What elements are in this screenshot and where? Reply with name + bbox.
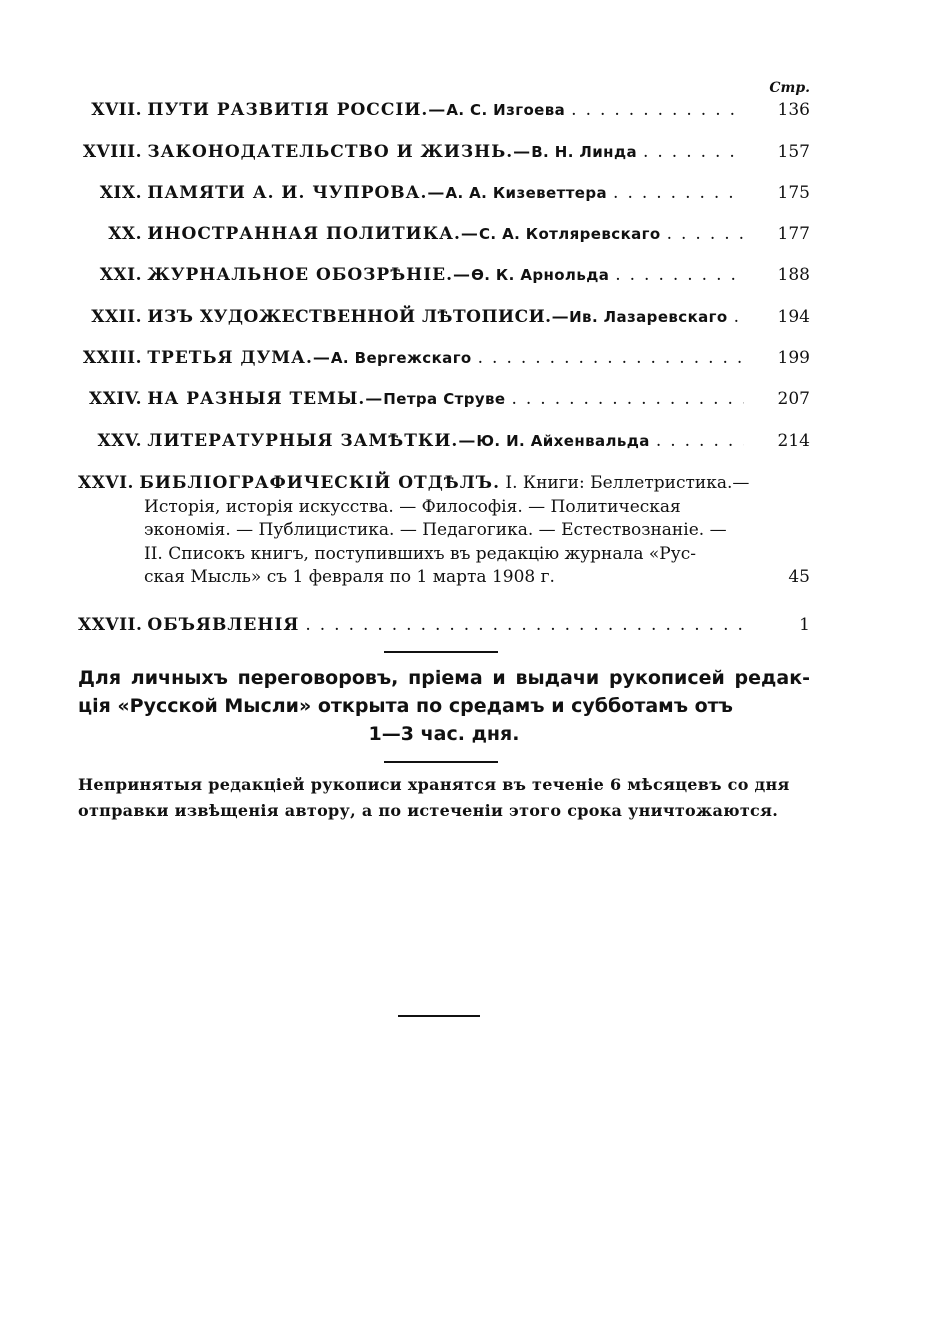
biblio-line-5: ская Мысль» съ 1 февраля по 1 марта 1908 г. bbox=[144, 567, 555, 587]
toc-entry-xxv bbox=[78, 428, 810, 454]
entry-author: Ив. Лазаревскаго bbox=[569, 308, 728, 326]
leader-dots bbox=[299, 612, 744, 638]
toc-entry-xxiii bbox=[78, 345, 810, 371]
biblio-line-2: Исторія, исторія искусства. — Философія. — Политическая bbox=[144, 496, 681, 517]
entry-page: 188 bbox=[777, 265, 810, 285]
toc-entry-xxii bbox=[78, 304, 810, 330]
entry-page: 45 bbox=[788, 567, 810, 587]
entry-author: А. С. Изгоева bbox=[446, 101, 566, 119]
biblio-line-3: экономія. — Публицистика. — Педагогика. — Естествознаніе. — bbox=[144, 520, 727, 540]
entry-author: А. А. Кизеветтера bbox=[445, 184, 608, 202]
leader-dots bbox=[637, 139, 744, 165]
leader-dots bbox=[728, 304, 744, 330]
end-rule bbox=[398, 1015, 480, 1017]
toc-entry-xxi bbox=[78, 262, 810, 288]
entry-page: 194 bbox=[777, 307, 810, 327]
toc-entry-xvii bbox=[78, 97, 810, 123]
entry-title: БИБЛІОГРАФИЧЕСКІЙ ОТДѢЛЪ. bbox=[139, 473, 500, 493]
leader-dots bbox=[650, 428, 744, 454]
leader-dots bbox=[609, 262, 744, 288]
manuscripts-footnote: Непринятыя редакціей рукописи хранятся въ теченіе 6 мѣсяцевъ со дня отправки извѣщенія автору, а по истеченіи этого срока уничтожаются. bbox=[78, 775, 790, 820]
biblio-line-4: II. Списокъ книгъ, поступившихъ въ редакцію журнала «Рус- bbox=[144, 543, 696, 564]
entry-author: С. А. Котляревскаго bbox=[478, 225, 661, 243]
entry-page: 214 bbox=[777, 431, 810, 451]
toc-entry-xix bbox=[78, 180, 810, 206]
entry-title: ИЗЪ ХУДОЖЕСТВЕННОЙ ЛѢТОПИСИ.— bbox=[147, 307, 570, 327]
entry-number: XXIII. bbox=[82, 348, 142, 368]
entry-number: XXVI. bbox=[78, 473, 134, 493]
entry-title: ОБЪЯВЛЕНІЯ bbox=[147, 615, 300, 635]
entry-page: 136 bbox=[777, 100, 810, 120]
entry-title: ТРЕТЬЯ ДУМА.— bbox=[147, 348, 331, 368]
entry-number: XVIII. bbox=[82, 142, 142, 162]
entry-title: ЛИТЕРАТУРНЫЯ ЗАМѢТКИ.— bbox=[147, 431, 477, 451]
entry-number: XXII. bbox=[91, 307, 142, 327]
entry-author: Ѳ. К. Арнольда bbox=[471, 266, 610, 284]
toc-entry-xx bbox=[78, 221, 810, 247]
entry-number: XXVII. bbox=[78, 615, 143, 635]
entry-author: Ю. И. Айхенвальда bbox=[476, 432, 650, 450]
entry-title: ПУТИ РАЗВИТІЯ РОССІИ.— bbox=[147, 100, 447, 120]
toc-entry-xviii bbox=[78, 139, 810, 165]
entry-number: XIX. bbox=[99, 183, 142, 203]
entry-number: XXIV. bbox=[89, 389, 142, 409]
entry-page: 157 bbox=[777, 142, 810, 162]
toc-entry-xxvii bbox=[78, 612, 810, 638]
biblio-line-1: I. Книги: Беллетристика.— bbox=[505, 473, 750, 493]
entry-title: ИНОСТРАННАЯ ПОЛИТИКА.— bbox=[147, 224, 479, 244]
leader-dots bbox=[505, 386, 744, 412]
entry-title: ЗАКОНОДАТЕЛЬСТВО И ЖИЗНЬ.— bbox=[147, 142, 532, 162]
entry-page: 1 bbox=[799, 615, 810, 635]
leader-dots bbox=[565, 97, 744, 123]
entry-number: XXV. bbox=[97, 431, 142, 451]
biblio-line-5-row bbox=[78, 566, 810, 590]
editorial-hours-notice bbox=[78, 664, 810, 748]
entry-page: 199 bbox=[777, 348, 810, 368]
entry-page: 207 bbox=[777, 389, 810, 409]
entry-author: А. Вергежскаго bbox=[330, 349, 472, 367]
separator-rule bbox=[384, 651, 498, 653]
notice-text: Для личныхъ переговоровъ, пріема и выдачи рукописей редак-ція «Русской Мысли» открыта по средамъ и субботамъ отъ bbox=[78, 667, 810, 717]
entry-number: XVII. bbox=[91, 100, 142, 120]
leader-dots bbox=[661, 221, 744, 247]
leader-dots bbox=[472, 345, 744, 371]
entry-page: 177 bbox=[777, 224, 810, 244]
entry-title: НА РАЗНЫЯ ТЕМЫ.— bbox=[147, 389, 384, 409]
entry-author: Петра Струве bbox=[383, 390, 506, 408]
entry-page: 175 bbox=[777, 183, 810, 203]
entry-title: ЖУРНАЛЬНОЕ ОБОЗРѢНІЕ.— bbox=[147, 265, 472, 285]
entry-title: ПАМЯТИ А. И. ЧУПРОВА.— bbox=[147, 183, 446, 203]
entry-number: XXI. bbox=[99, 265, 142, 285]
toc-entry-xxiv bbox=[78, 386, 810, 412]
entry-number: XX. bbox=[108, 224, 142, 244]
notice-hours: 1—3 час. дня. bbox=[368, 723, 520, 745]
entry-author: В. Н. Линда bbox=[531, 143, 637, 161]
leader-dots bbox=[607, 180, 744, 206]
separator-rule bbox=[384, 761, 498, 763]
toc-entry-xxvi bbox=[78, 472, 810, 590]
page-column-header: Стр. bbox=[769, 80, 810, 96]
